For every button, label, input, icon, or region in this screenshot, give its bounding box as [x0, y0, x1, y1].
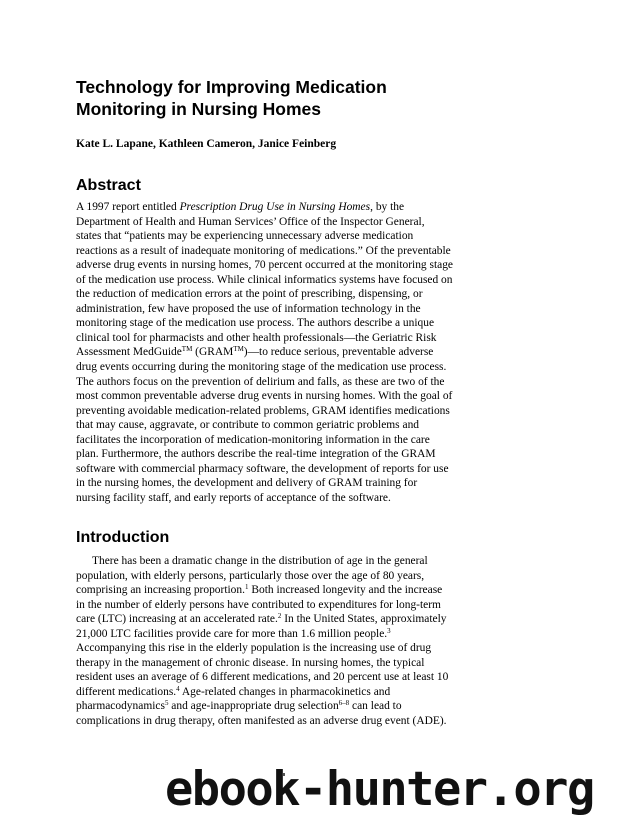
- citation-ref: 1: [244, 583, 249, 592]
- trademark: TM: [233, 345, 244, 354]
- paper-title: [76, 76, 576, 120]
- intro-line: resident uses an average of 6 different medications, and 20 percent use at least 10: [76, 671, 449, 684]
- abstract-line: most common preventable adverse drug events in nursing homes. With the goal of: [76, 390, 453, 403]
- intro-line: There has been a dramatic change in the distribution of age in the general: [92, 555, 428, 567]
- citation-ref: 2: [277, 612, 282, 621]
- citation-ref: 5: [164, 699, 169, 708]
- abstract-line: that may cause, aggravate, or contribute to common geriatric problems and: [76, 419, 420, 432]
- intro-line: therapy in the management of chronic disease. In nursing homes, the typical: [76, 656, 425, 669]
- abstract-line: the reduction of medication errors at the point of prescribing, dispensing, or: [76, 288, 423, 301]
- abstract-line: Department of Health and Human Services’ Office of the Inspector General,: [76, 215, 425, 228]
- intro-line: Accompanying this rise in the elderly population is the increasing use of drug: [76, 642, 432, 655]
- author-list: Kate L. Lapane, Kathleen Cameron, Janice Feinberg: [76, 138, 337, 150]
- report-title: Prescription Drug Use in Nursing Homes: [179, 201, 371, 213]
- introduction-heading: Introduction: [76, 529, 170, 546]
- introduction-body: [76, 554, 496, 729]
- intro-line: care (LTC) increasing at an accelerated rate.$^2$ In the United States, approximately: [76, 612, 447, 626]
- abstract-line: nursing facility staff, and early reports of acceptance of the software.: [76, 491, 391, 504]
- intro-line: in the number of elderly persons have contributed to expenditures for long-term: [76, 598, 441, 611]
- title-line-1: Technology for Improving Medication: [76, 77, 387, 97]
- abstract-line: preventing avoidable medication-related problems, GRAM identifies medications: [76, 404, 450, 417]
- citation-ref: 3: [387, 626, 391, 635]
- abstract-line: adverse drug events in nursing homes, 70 percent occurred at the monitoring stage: [76, 259, 454, 272]
- abstract-line: plan. Furthermore, the authors describe the real-time integration of the GRAM: [76, 448, 436, 461]
- abstract-line: in the nursing homes, the development and delivery of GRAM training for: [76, 477, 418, 490]
- abstract-line: administration, few have proposed the use of information technology in the: [76, 302, 421, 315]
- intro-line: population, with elderly persons, particularly those over the age of 80 years,: [76, 569, 425, 582]
- citation-ref: 6–8: [338, 699, 350, 708]
- intro-line: 21,000 LTC facilities provide care for more than 1.6 million people.$^3$: [76, 626, 391, 640]
- intro-line: complications in drug therapy, often manifested as an adverse drug event (ADE).: [76, 715, 447, 728]
- abstract-line: monitoring stage of the medication use process. The authors describe a unique: [76, 317, 435, 330]
- intro-line: comprising an increasing proportion.$^1$ Both increased longevity and the increase: [76, 583, 443, 597]
- abstract-line: states that “patients may be experiencing unnecessary adverse medication: [76, 230, 414, 243]
- trademark: TM: [181, 345, 193, 354]
- intro-line: pharmacodynamics$^5$ and age-inappropriate drug selection$^{6-8}$ can lead to: [76, 699, 402, 713]
- intro-line: different medications.$^4$ Age-related changes in pharmacokinetics and: [76, 684, 391, 698]
- citation-ref: 4: [176, 684, 180, 693]
- title-line-2: Monitoring in Nursing Homes: [76, 99, 321, 119]
- abstract-heading: Abstract: [76, 177, 141, 194]
- abstract-body: [76, 200, 496, 505]
- watermark-text: ebook-hunter.org: [165, 762, 594, 817]
- abstract-line: software with commercial pharmacy software, the development of reports for use: [76, 462, 449, 475]
- abstract-line: A 1997 report entitled Prescription Drug Use in Nursing Homes, by the: [76, 201, 405, 213]
- abstract-line: facilitates the incorporation of medication-monitoring information in the care: [76, 433, 430, 446]
- abstract-line: clinical tool for pharmacists and other health professionals—the Geriatric Risk: [76, 331, 437, 344]
- abstract-line: The authors focus on the prevention of delirium and falls, as these are two of the: [76, 375, 445, 388]
- abstract-line: reactions as a result of inadequate monitoring of medications.” Of the preventable: [76, 244, 451, 257]
- abstract-line: drug events occurring during the monitoring stage of the medication use process.: [76, 361, 447, 374]
- abstract-line: Assessment MedGuide™ (GRAM™)—to reduce serious, preventable adverse: [76, 345, 434, 359]
- abstract-line: of the medication use process. While clinical informatics systems have focused on: [76, 273, 453, 286]
